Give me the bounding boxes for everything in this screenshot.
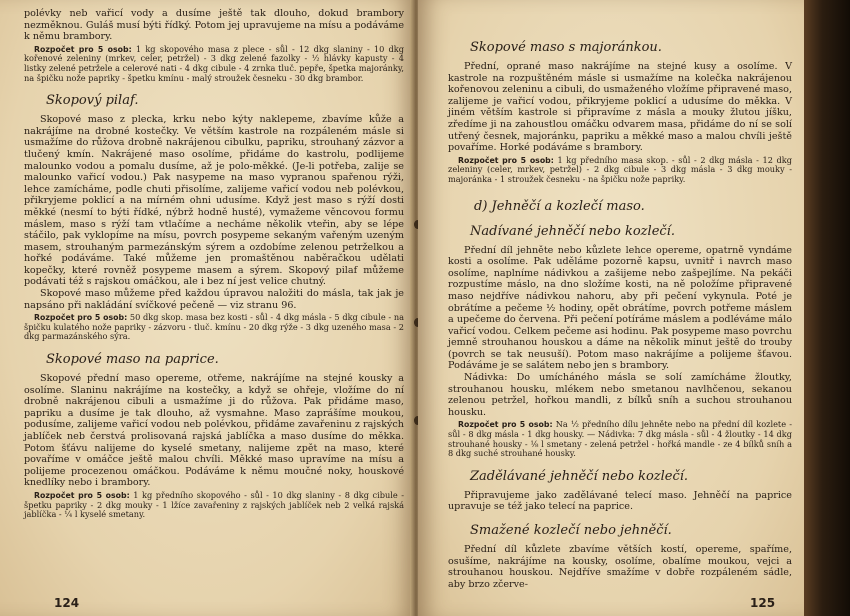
ingredients-text: Na ½ předního dílu jehněte nebo na přední díl kozlete - sůl - 8 dkg másla - 1 dkg housky. — Nádivka: 7 dkg másla - sůl - 4 žloutky - 14 dkg strouhané housky - ⅛ l smetany - zelená petržel - hořká mandle - ze 4 bílků sníh a 8 dkg suché strouhané housky. (448, 419, 792, 459)
pilaf-ingredients (24, 313, 404, 342)
ingredients-text: 1 kg skopového masa z plece - sůl - 12 dkg slaniny - 10 dkg kořenové zeleniny (mrkev, celer, petržel) - 3 dkg zelené fazolky - ½ hlávky kapusty - 4 listky zelené petržele a celerové nati - 4 dkg cibule - 4 zrnka tluč. pepře, špetka majoránky, na špičku nože papriky - špetku kmínu - malý stroužek česneku - 30 dkg brambor. (24, 43, 404, 83)
paprika-paragraph-1: Skopové přední maso opereme, otřeme, nakrájíme na stejné kousky a osolíme. Slaninu nakrájíme na kostečky, a když se ohřeje, vložíme do ní drobně nakrájenou cibuli a usmažíme ji do růžova. Pak přidáme maso, papriku a dusíme je tak dlouho, až vysmahne. Maso zaprášíme moukou, podusíme, zalijeme vařicí vodou neb polévkou, přidáme zavařeninu z rajských jablíček neb čerstvá prolisovaná rajská jablíčka a maso dusíme do měkka. Potom šťávu nalijeme do kyselé smetany, nalijeme zpět na maso, které povaříme v omáčce ještě malou chvíli. Měkké maso upravíme na mísu a polijeme procezenou omáčkou. Podáváme k němu moučné noky, houskové knedlíky nebo i brambory. (24, 373, 404, 489)
pilaf-paragraph-1: Skopové maso z plecka, krku nebo kýty naklepeme, zbavíme kůže a nakrájíme na drobné kostečky. Ve větším kastrole na rozpáleném másle si usmažíme do růžova drobně nakrájenou cibulku, papriku, strouhaný zázvor a tlučený kmín. Nakrájené maso osolíme, přidáme do kastrolu, podlijeme malounko vodou a pomalu dusíme, až je polo-měkké. (Je-li potřeba, zalije se malounko vařicí vodou.) Pak nasypeme na maso vypranou spařenou rýži, lehce zamícháme, podle chuti přisolíme, zalijeme vařicí vodou neb polévkou, přikryjeme poklicí a na mírném ohni udusíme. Když jest maso s rýží dosti měkké (nesmí to býti řídké, nýbrž hodně husté), vymažeme věncovou formu máslem, maso s rýží tam vtlačíme a necháme několik vteřin, aby se lépe stáčilo, pak vyklopíme na mísu, povrch posypeme sekaným vařeným uzeným masem, strouhaným parmezánským sýrem a ozdobíme zelenou petrželkou a hořké podáváme. Také můžeme jen promaštěnou naběračkou udělati kopečky, které rovněž posypeme masem a sýrem. Skopový pilaf můžeme podávati též s rajskou omáčkou, ale i bez ní jest velice chutný. (24, 114, 404, 288)
zadelavane-paragraph-1: Připravujeme jako zadělávané telecí maso. Jehněčí na paprice upravuje se též jako telecí na paprice. (448, 489, 792, 513)
majoranka-title: Skopové maso s majoránkou. (470, 40, 662, 55)
section-title: d) Jehněčí a kozlečí maso. (474, 198, 645, 214)
ingredients-label: Rozpočet pro 5 osob: (458, 155, 554, 165)
right-page (418, 0, 804, 616)
majoranka-ingredients (448, 156, 792, 185)
paprika-title: Skopové maso na paprice. (46, 352, 219, 368)
zadelavane-title: Zadělávané jehněčí nebo kozlečí. (470, 468, 689, 484)
ingredients-text: 1 kg předního skopového - sůl - 10 dkg slaniny - 8 dkg cibule - špetku papriky - 2 dkg mouky - 1 lžíce zavařeniny z rajských jablíček neb 2 velká rajská jablíčka - ¼ l kyselé smetany. (24, 489, 404, 520)
nadivane-ingredients (448, 420, 792, 458)
smazene-paragraph-1: Přední díl kůzlete zbavíme větších kostí, opereme, spaříme, osušíme, nakrájíme na kousky, osolíme, obalíme moukou, vejci a strouhanou houskou. Nejdříve smažíme v dobře rozpáleném sádle, aby brzo zčerve- (448, 544, 792, 590)
page-number-left: 124 (54, 596, 80, 610)
majoranka-paragraph-1: Přední, oprané maso nakrájíme na stejné kusy a osolíme. V kastrole na rozpuštěném másle si usmažíme na kolečka nakrájenou kořenovou zeleninu a cibuli, do usmaženého vložíme připravené maso, zalijeme je vařicí vodou, přikryjeme poklicí a udusíme do měkka. V jiném větším kastrole si připravíme z másla a mouky žlutou jíšku, zředíme ji na zahoustlou omáčku odvarem masa, přidáme do ní se solí utřený česnek, majoránku, papriku a měkké maso a malou chvíli ještě povaříme. Horké podáváme s brambory. (448, 61, 792, 154)
ingredients-text: 50 dkg skop. masa bez kosti - sůl - 4 dkg másla - 5 dkg cibule - na špičku kulatého nože papriky - zázvoru - tluč. kmínu - 20 dkg rýže - 3 dkg uzeného masa - 2 dkg parmazánského sýra. (24, 312, 404, 342)
page-number-right: 125 (750, 596, 776, 610)
smazene-title: Smažené kozlečí nebo jehněčí. (470, 523, 672, 538)
pilaf-title: Skopový pilaf. (46, 93, 139, 109)
paprika-ingredients (24, 491, 404, 520)
nadivane-paragraph-2: Nádivka: Do umícháného másla se solí zamícháme žloutky, strouhanou housku, mlékem nebo smetanou navlhčenou, sekanou zelenou petržel, hořkou mandli, z bílků sníh a suchou strouhanou housku. (448, 372, 792, 418)
nadivane-paragraph-1: Přední díl jehněte nebo kůzlete lehce opereme, opatrně vyndáme kosti a osolíme. Pak uděláme pozorně kapsu, uvnitř i navrch maso osolíme, naplníme nádivkou a zašijeme nebo zašpejlíme. Na pekáči rozpustíme máslo, na dno složíme kosti, na ně položíme připravené maso nejdříve nádivkou nahoru, aby při pečení vykynula. Poté je obrátíme a pečeme ½ hodiny, opět obrátíme, povrch potřeme máslem a upečeme do červena. Při pečení potíráme máslem a podléváme málo vařicí vodou. Celkem pečeme asi hodinu. Pak posypeme maso povrchu jemně strouhanou houskou a dáme na několik minut ještě do trouby (povrch se tak neusuší). Potom maso nakrájíme a polijeme šťavou. Podáváme je se salátem nebo jen s brambory. (448, 244, 792, 372)
ingredients-label: Rozpočet pro 5 osob: (458, 420, 553, 430)
intro-ingredients (24, 45, 404, 83)
ingredients-label: Rozpočet pro 5 osob: (34, 44, 132, 54)
intro-paragraph: polévky neb vařicí vody a dusíme ještě tak dlouho, dokud brambory nezměknou. Guláš musí býti řídký. Potom jej upravujeme na mísu a podáváme k němu brambory. (24, 8, 404, 43)
left-page (0, 0, 414, 616)
ingredients-label: Rozpočet pro 5 osob: (34, 490, 130, 500)
nadivane-title: Nadívané jehněčí nebo kozlečí. (470, 223, 675, 239)
book-cover-edge (804, 0, 850, 616)
pilaf-paragraph-2: Skopové maso můžeme před každou úpravou naložiti do másla, tak jak je napsáno při nakládání svíčkové pečeně — viz stranu 96. (24, 288, 404, 311)
ingredients-label: Rozpočet pro 5 osob: (34, 313, 128, 323)
ingredients-text: 1 kg předního masa skop. - sůl - 2 dkg másla - 12 dkg zeleniny (celer, mrkev, petržel) - 2 dkg cibule - 3 dkg másla - 3 dkg mouky - majoránka - 1 stroužek česneku - na špičku nože papriky. (448, 154, 792, 184)
